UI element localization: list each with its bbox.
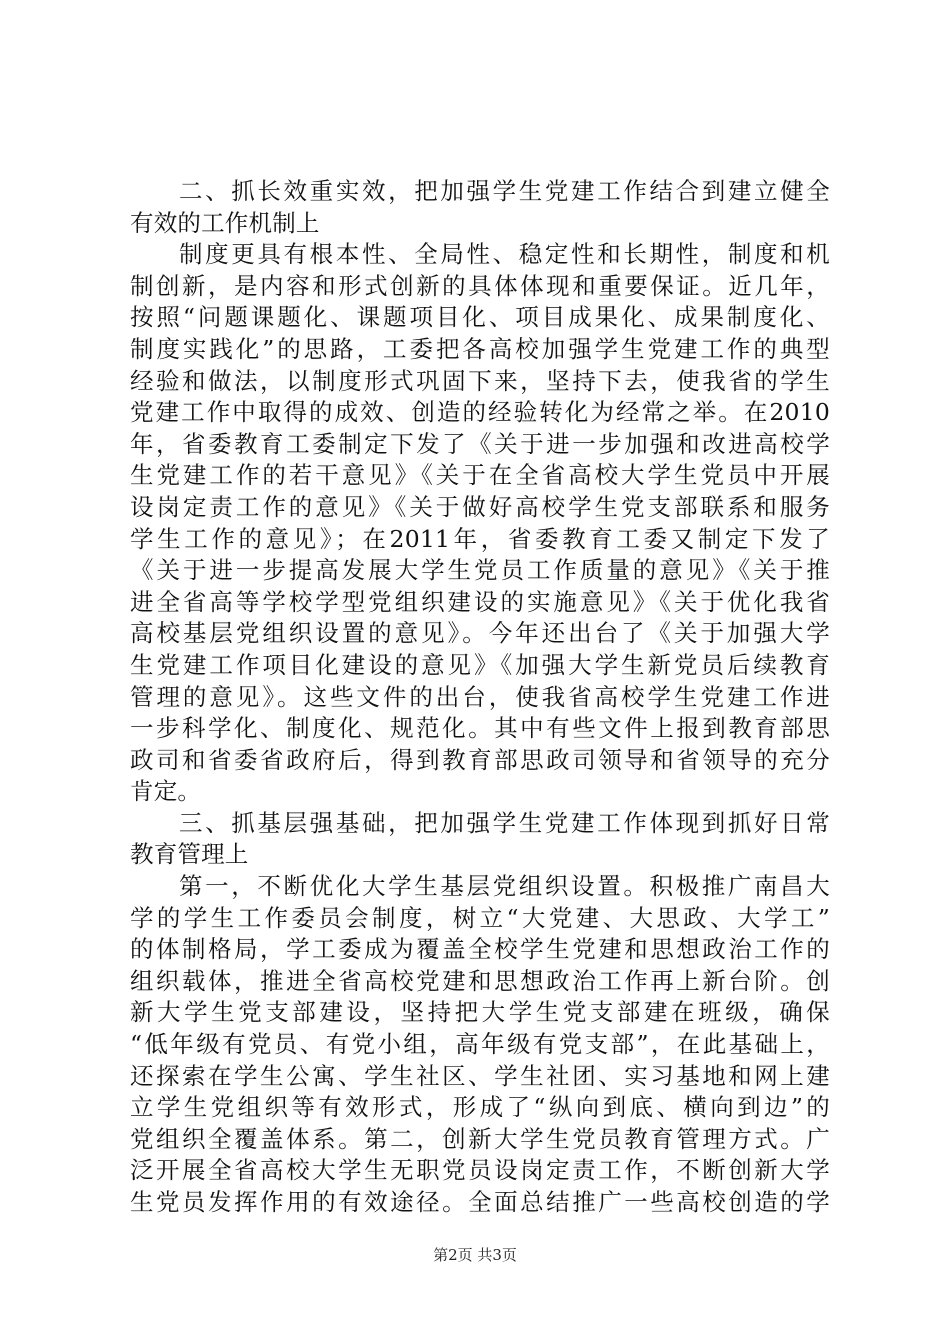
text-line: 三、抓基层强基础，把加强学生党建工作体现到抓好日常 bbox=[179, 808, 830, 837]
text-line: 第一，不断优化大学生基层党组织设置。积极推广南昌大 bbox=[179, 872, 830, 901]
text-line: 有效的工作机制上 bbox=[130, 208, 320, 237]
text-line: 政司和省委省政府后，得到教育部思政司领导和省领导的充分 bbox=[130, 745, 830, 774]
text-line: 还探索在学生公寓、学生社区、学生社团、实习基地和网上建 bbox=[130, 1061, 830, 1090]
text-line: “低年级有党员、有党小组，高年级有党支部”，在此基础上， bbox=[130, 1030, 830, 1059]
paragraph-grassroots-organization bbox=[130, 871, 830, 1219]
text-line: 《关于进一步提高发展大学生党员工作质量的意见》《关于推 bbox=[130, 556, 830, 585]
text-line: 党建工作中取得的成效、创造的经验转化为经常之举。在2010 bbox=[130, 398, 830, 427]
text-line: 组织载体，推进全省高校党建和思想政治工作再上新台阶。创 bbox=[130, 966, 830, 995]
paragraph-heading-three bbox=[130, 808, 830, 871]
text-line: 泛开展全省高校大学生无职党员设岗定责工作，不断创新大学 bbox=[130, 1156, 830, 1185]
text-line: 制创新，是内容和形式创新的具体体现和重要保证。近几年， bbox=[130, 271, 830, 300]
page-number-label: 第2页 共3页 bbox=[433, 1246, 517, 1264]
text-line: 年，省委教育工委制定下发了《关于进一步加强和改进高校学 bbox=[130, 429, 830, 458]
text-line: 生党建工作的若干意见》《关于在全省高校大学生党员中开展 bbox=[130, 461, 830, 490]
text-line: 制度更具有根本性、全局性、稳定性和长期性，制度和机 bbox=[179, 240, 830, 269]
text-line: 设岗定责工作的意见》《关于做好高校学生党支部联系和服务 bbox=[130, 492, 830, 521]
text-line: 一步科学化、制度化、规范化。其中有些文件上报到教育部思 bbox=[130, 714, 830, 743]
text-line: 管理的意见》。这些文件的出台，使我省高校学生党建工作进 bbox=[130, 682, 830, 711]
paragraph-heading-two bbox=[130, 176, 830, 239]
paragraph-institution-building bbox=[130, 239, 830, 808]
text-line: 学的学生工作委员会制度，树立“大党建、大思政、大学工” bbox=[130, 903, 830, 932]
text-line: 新大学生党支部建设，坚持把大学生党支部建在班级，确保 bbox=[130, 998, 830, 1027]
text-line: 制度实践化”的思路，工委把各高校加强学生党建工作的典型 bbox=[130, 334, 830, 363]
text-line: 立学生党组织等有效形式，形成了“纵向到底、横向到边”的 bbox=[130, 1093, 830, 1122]
text-line: 生党员发挥作用的有效途径。全面总结推广一些高校创造的学 bbox=[130, 1188, 830, 1216]
text-line: 的体制格局，学工委成为覆盖全校学生党建和思想政治工作的 bbox=[130, 935, 830, 964]
text-line: 教育管理上 bbox=[130, 840, 249, 869]
page-footer bbox=[0, 1245, 950, 1265]
text-line: 高校基层党组织设置的意见》。今年还出台了《关于加强大学 bbox=[130, 619, 830, 648]
text-line: 生党建工作项目化建设的意见》《加强大学生新党员后续教育 bbox=[130, 650, 830, 679]
text-line: 学生工作的意见》；在2011年，省委教育工委又制定下发了 bbox=[130, 524, 830, 553]
text-line: 党组织全覆盖体系。第二，创新大学生党员教育管理方式。广 bbox=[130, 1124, 830, 1153]
document-body bbox=[130, 176, 830, 1219]
text-line: 进全省高等学校学型党组织建设的实施意见》《关于优化我省 bbox=[130, 587, 830, 616]
text-line: 经验和做法，以制度形式巩固下来，坚持下去，使我省的学生 bbox=[130, 366, 830, 395]
text-line: 二、抓长效重实效，把加强学生党建工作结合到建立健全 bbox=[179, 177, 830, 205]
text-line: 肯定。 bbox=[130, 777, 202, 806]
text-line: 按照“问题课题化、课题项目化、项目成果化、成果制度化、 bbox=[130, 303, 830, 332]
